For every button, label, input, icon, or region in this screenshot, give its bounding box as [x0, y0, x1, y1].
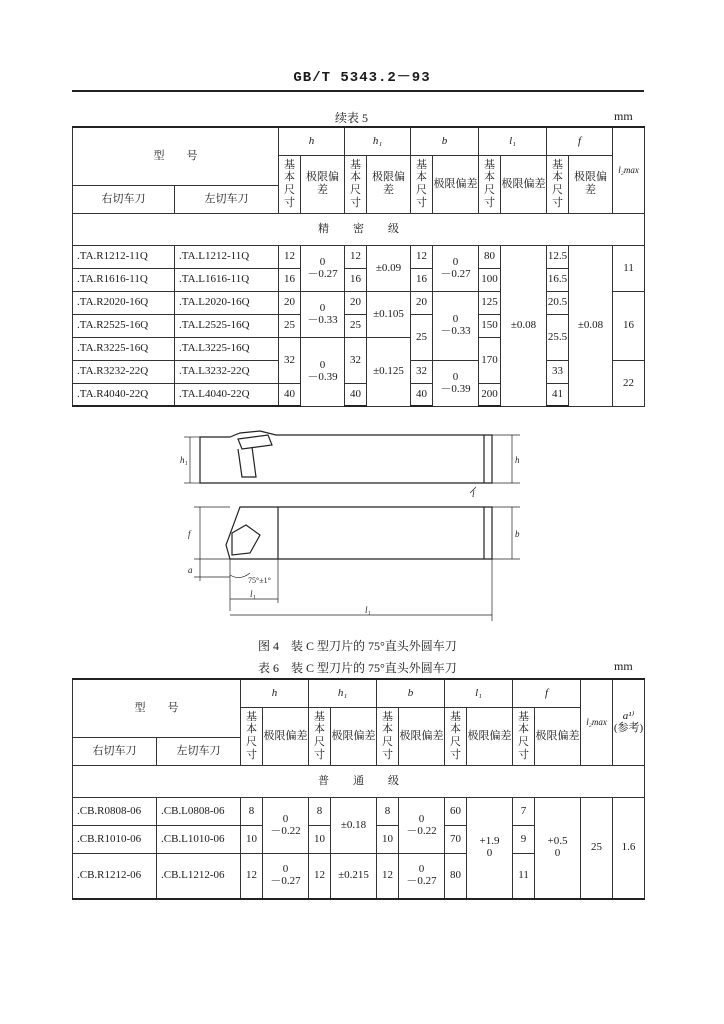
t5-h-tol-1: 0 －0.33	[301, 291, 345, 337]
side-view-head	[238, 447, 256, 477]
t5-r1-f: 16.5	[547, 268, 569, 291]
t5-r4-left: .TA.L3225-16Q	[175, 337, 279, 360]
t6-r2-right: .CB.R1212-06	[73, 853, 157, 899]
t6-h-tol-1: 0 －0.27	[263, 853, 309, 899]
t5-r2-l1: 125	[479, 291, 501, 314]
t6-r1-right: .CB.R1010-06	[73, 825, 157, 853]
t5-sub-basic-b: 基本尺寸	[411, 155, 433, 213]
t5-r0-f: 12.5	[547, 245, 569, 268]
fig-label-l1: l₁	[250, 589, 256, 599]
t6-f-tol: +0.5 0	[535, 797, 581, 899]
table5-title: 续表 5	[335, 111, 369, 125]
t5-r6-h: 40	[279, 383, 301, 406]
t6-grade: 普通级	[73, 765, 645, 797]
t6-sub-basic-l1: 基本尺寸	[445, 707, 467, 765]
t6-head-b: b	[377, 679, 445, 707]
t6-h1-tol-0: ±0.18	[331, 797, 377, 853]
t5-h1-tol-0: ±0.09	[367, 245, 411, 291]
t6-head-h: h	[241, 679, 309, 707]
t6-b-tol-0: 0 －0.22	[399, 797, 445, 853]
t6-r1-b: 10	[377, 825, 399, 853]
t5-r3-b: 25	[411, 314, 433, 360]
t6-h-tol-0: 0 －0.22	[263, 797, 309, 853]
fig-label-b: b	[515, 529, 520, 539]
t5-r1-l1: 100	[479, 268, 501, 291]
t5-head-right: 右切车刀	[73, 185, 175, 213]
t5-sub-basic-f: 基本尺寸	[547, 155, 569, 213]
top-view-body	[226, 507, 492, 559]
t5-r5-left: .TA.L3232-22Q	[175, 360, 279, 383]
t5-r6-right: .TA.R4040-22Q	[73, 383, 175, 406]
t5-h1-tol-1: ±0.105	[367, 291, 411, 337]
fig-label-l: l	[472, 489, 475, 499]
t6-b-tol-1: 0 －0.27	[399, 853, 445, 899]
t5-r3-h1: 25	[345, 314, 367, 337]
t5-r3-f: 25.5	[547, 314, 569, 360]
t5-r1-right: .TA.R1616-11Q	[73, 268, 175, 291]
table6-unit: mm	[614, 659, 633, 673]
fig-label-h1: h₁	[180, 455, 188, 465]
table6	[72, 678, 645, 900]
t6-head-l1: l₁	[445, 679, 513, 707]
t5-r0-l1: 80	[479, 245, 501, 268]
top-view-insert	[232, 525, 260, 555]
t5-head-f: f	[547, 127, 613, 155]
header-rule	[72, 90, 644, 92]
t6-sub-basic-b: 基本尺寸	[377, 707, 399, 765]
t5-f-tol: ±0.08	[569, 245, 613, 406]
t6-r1-f: 9	[513, 825, 535, 853]
t5-r1-h: 16	[279, 268, 301, 291]
t5-sub-basic-l1: 基本尺寸	[479, 155, 501, 213]
standard-number: GB/T 5343.2－93	[293, 70, 431, 86]
t5-head-h1: h₁	[345, 127, 411, 155]
t6-sub-dev-f: 极限偏差	[535, 707, 581, 765]
t5-r6-f: 41	[547, 383, 569, 406]
fig-label-a: a	[188, 565, 193, 575]
t5-b-tol-1: 0 －0.33	[433, 291, 479, 360]
t5-sub-dev-b: 极限偏差	[433, 155, 479, 213]
t5-lmax-1: 16	[613, 291, 645, 360]
table6-title: 表 6 装 C 型刀片的 75°直头外圆车刀	[258, 661, 457, 675]
table5-unit: mm	[614, 109, 633, 123]
t6-head-h1: h₁	[309, 679, 377, 707]
t5-sub-dev-l1: 极限偏差	[501, 155, 547, 213]
t5-r0-h: 12	[279, 245, 301, 268]
fig-label-h: h	[515, 455, 520, 465]
t5-head-b: b	[411, 127, 479, 155]
t6-r2-l1: 80	[445, 853, 467, 899]
t6-r2-left: .CB.L1212-06	[157, 853, 241, 899]
t6-head-f: f	[513, 679, 581, 707]
t6-r2-b: 12	[377, 853, 399, 899]
t5-r2-h: 20	[279, 291, 301, 314]
t5-r3-l1: 150	[479, 314, 501, 337]
t5-h1-tol-2: ±0.125	[367, 337, 411, 406]
t5-r2-left: .TA.L2020-16Q	[175, 291, 279, 314]
t5-b-tol-0: 0 －0.27	[433, 245, 479, 291]
t5-r6-l1: 200	[479, 383, 501, 406]
t6-sub-basic-f: 基本尺寸	[513, 707, 535, 765]
t6-r0-left: .CB.L0808-06	[157, 797, 241, 825]
t5-r4-right: .TA.R3225-16Q	[73, 337, 175, 360]
table-row	[73, 245, 645, 268]
t5-r2-right: .TA.R2020-16Q	[73, 291, 175, 314]
t6-head-a: a¹⁾ (参考)	[613, 679, 645, 765]
t6-head-left: 左切车刀	[157, 737, 241, 765]
t6-l1-tol: +1.9 0	[467, 797, 513, 899]
t6-sub-dev-b: 极限偏差	[399, 707, 445, 765]
t5-r6-left: .TA.L4040-22Q	[175, 383, 279, 406]
t6-r1-h1: 10	[309, 825, 331, 853]
t5-r0-h1: 12	[345, 245, 367, 268]
t5-r3-h: 25	[279, 314, 301, 337]
t6-sub-basic-h1: 基本尺寸	[309, 707, 331, 765]
t6-head-lmax: l₂max	[581, 679, 613, 765]
figure4-caption: 图 4 装 C 型刀片的 75°直头外圆车刀	[258, 639, 457, 653]
t6-r0-b: 8	[377, 797, 399, 825]
t6-h1-tol-1: ±0.215	[331, 853, 377, 899]
t6-r2-f: 11	[513, 853, 535, 899]
table5	[72, 126, 645, 407]
t5-b-tol-2: 0 －0.39	[433, 360, 479, 406]
t5-r2-h1: 20	[345, 291, 367, 314]
t5-head-l1: l₁	[479, 127, 547, 155]
t5-head-h: h	[279, 127, 345, 155]
t6-r0-f: 7	[513, 797, 535, 825]
t5-r1-h1: 16	[345, 268, 367, 291]
table-row	[73, 314, 645, 337]
t6-r0-l1: 60	[445, 797, 467, 825]
t5-r3-left: .TA.L2525-16Q	[175, 314, 279, 337]
table-row	[73, 383, 645, 406]
t6-r0-right: .CB.R0808-06	[73, 797, 157, 825]
t6-sub-basic-h: 基本尺寸	[241, 707, 263, 765]
t5-sub-dev-h: 极限偏差	[301, 155, 345, 213]
t5-head-model: 型 号	[73, 127, 279, 185]
t5-r0-left: .TA.L1212-11Q	[175, 245, 279, 268]
t5-lmax-0: 11	[613, 245, 645, 291]
t6-lmax: 25	[581, 797, 613, 899]
t6-r1-h: 10	[241, 825, 263, 853]
t6-r1-l1: 70	[445, 825, 467, 853]
fig-label-l1-total: l₁	[365, 605, 371, 615]
t5-head-lmax: l₂max	[613, 127, 645, 213]
t5-h-tol-2: 0 －0.39	[301, 337, 345, 406]
t6-r1-left: .CB.L1010-06	[157, 825, 241, 853]
fig-label-angle: 75°±1°	[248, 576, 271, 585]
t6-r2-h: 12	[241, 853, 263, 899]
t6-a: 1.6	[613, 797, 645, 899]
side-view-insert	[238, 435, 272, 449]
t6-sub-dev-h1: 极限偏差	[331, 707, 377, 765]
t5-r3-right: .TA.R2525-16Q	[73, 314, 175, 337]
t5-r2-b: 20	[411, 291, 433, 314]
t5-r1-b: 16	[411, 268, 433, 291]
t5-r4-h: 32	[279, 337, 301, 383]
t5-r2-f: 20.5	[547, 291, 569, 314]
table-row	[73, 291, 645, 314]
t5-l1-tol: ±0.08	[501, 245, 547, 406]
t6-r0-h1: 8	[309, 797, 331, 825]
t6-sub-dev-h: 极限偏差	[263, 707, 309, 765]
t5-r0-b: 12	[411, 245, 433, 268]
t5-r5-b: 32	[411, 360, 433, 383]
t5-r5-right: .TA.R3232-22Q	[73, 360, 175, 383]
t5-sub-dev-h1: 极限偏差	[367, 155, 411, 213]
table-row	[73, 268, 645, 291]
t5-lmax-2: 22	[613, 360, 645, 406]
t5-grade: 精密级	[73, 213, 645, 245]
t5-r6-b: 40	[411, 383, 433, 406]
t5-r4-l1: 170	[479, 337, 501, 383]
t5-sub-basic-h: 基本尺寸	[279, 155, 301, 213]
t5-h-tol-0: 0 －0.27	[301, 245, 345, 291]
t5-sub-basic-h1: 基本尺寸	[345, 155, 367, 213]
t5-r5-f: 33	[547, 360, 569, 383]
t5-head-left: 左切车刀	[175, 185, 279, 213]
t5-r6-h1: 40	[345, 383, 367, 406]
t6-head-right: 右切车刀	[73, 737, 157, 765]
t5-r1-left: .TA.L1616-11Q	[175, 268, 279, 291]
t6-r2-h1: 12	[309, 853, 331, 899]
t5-sub-dev-f: 极限偏差	[569, 155, 613, 213]
fig-label-f: f	[188, 529, 191, 539]
t6-head-model: 型 号	[73, 679, 241, 737]
t5-r0-right: .TA.R1212-11Q	[73, 245, 175, 268]
t6-r0-h: 8	[241, 797, 263, 825]
table-row	[73, 797, 645, 825]
t6-sub-dev-l1: 极限偏差	[467, 707, 513, 765]
figure4-drawing	[180, 425, 530, 625]
t5-r4-h1: 32	[345, 337, 367, 383]
